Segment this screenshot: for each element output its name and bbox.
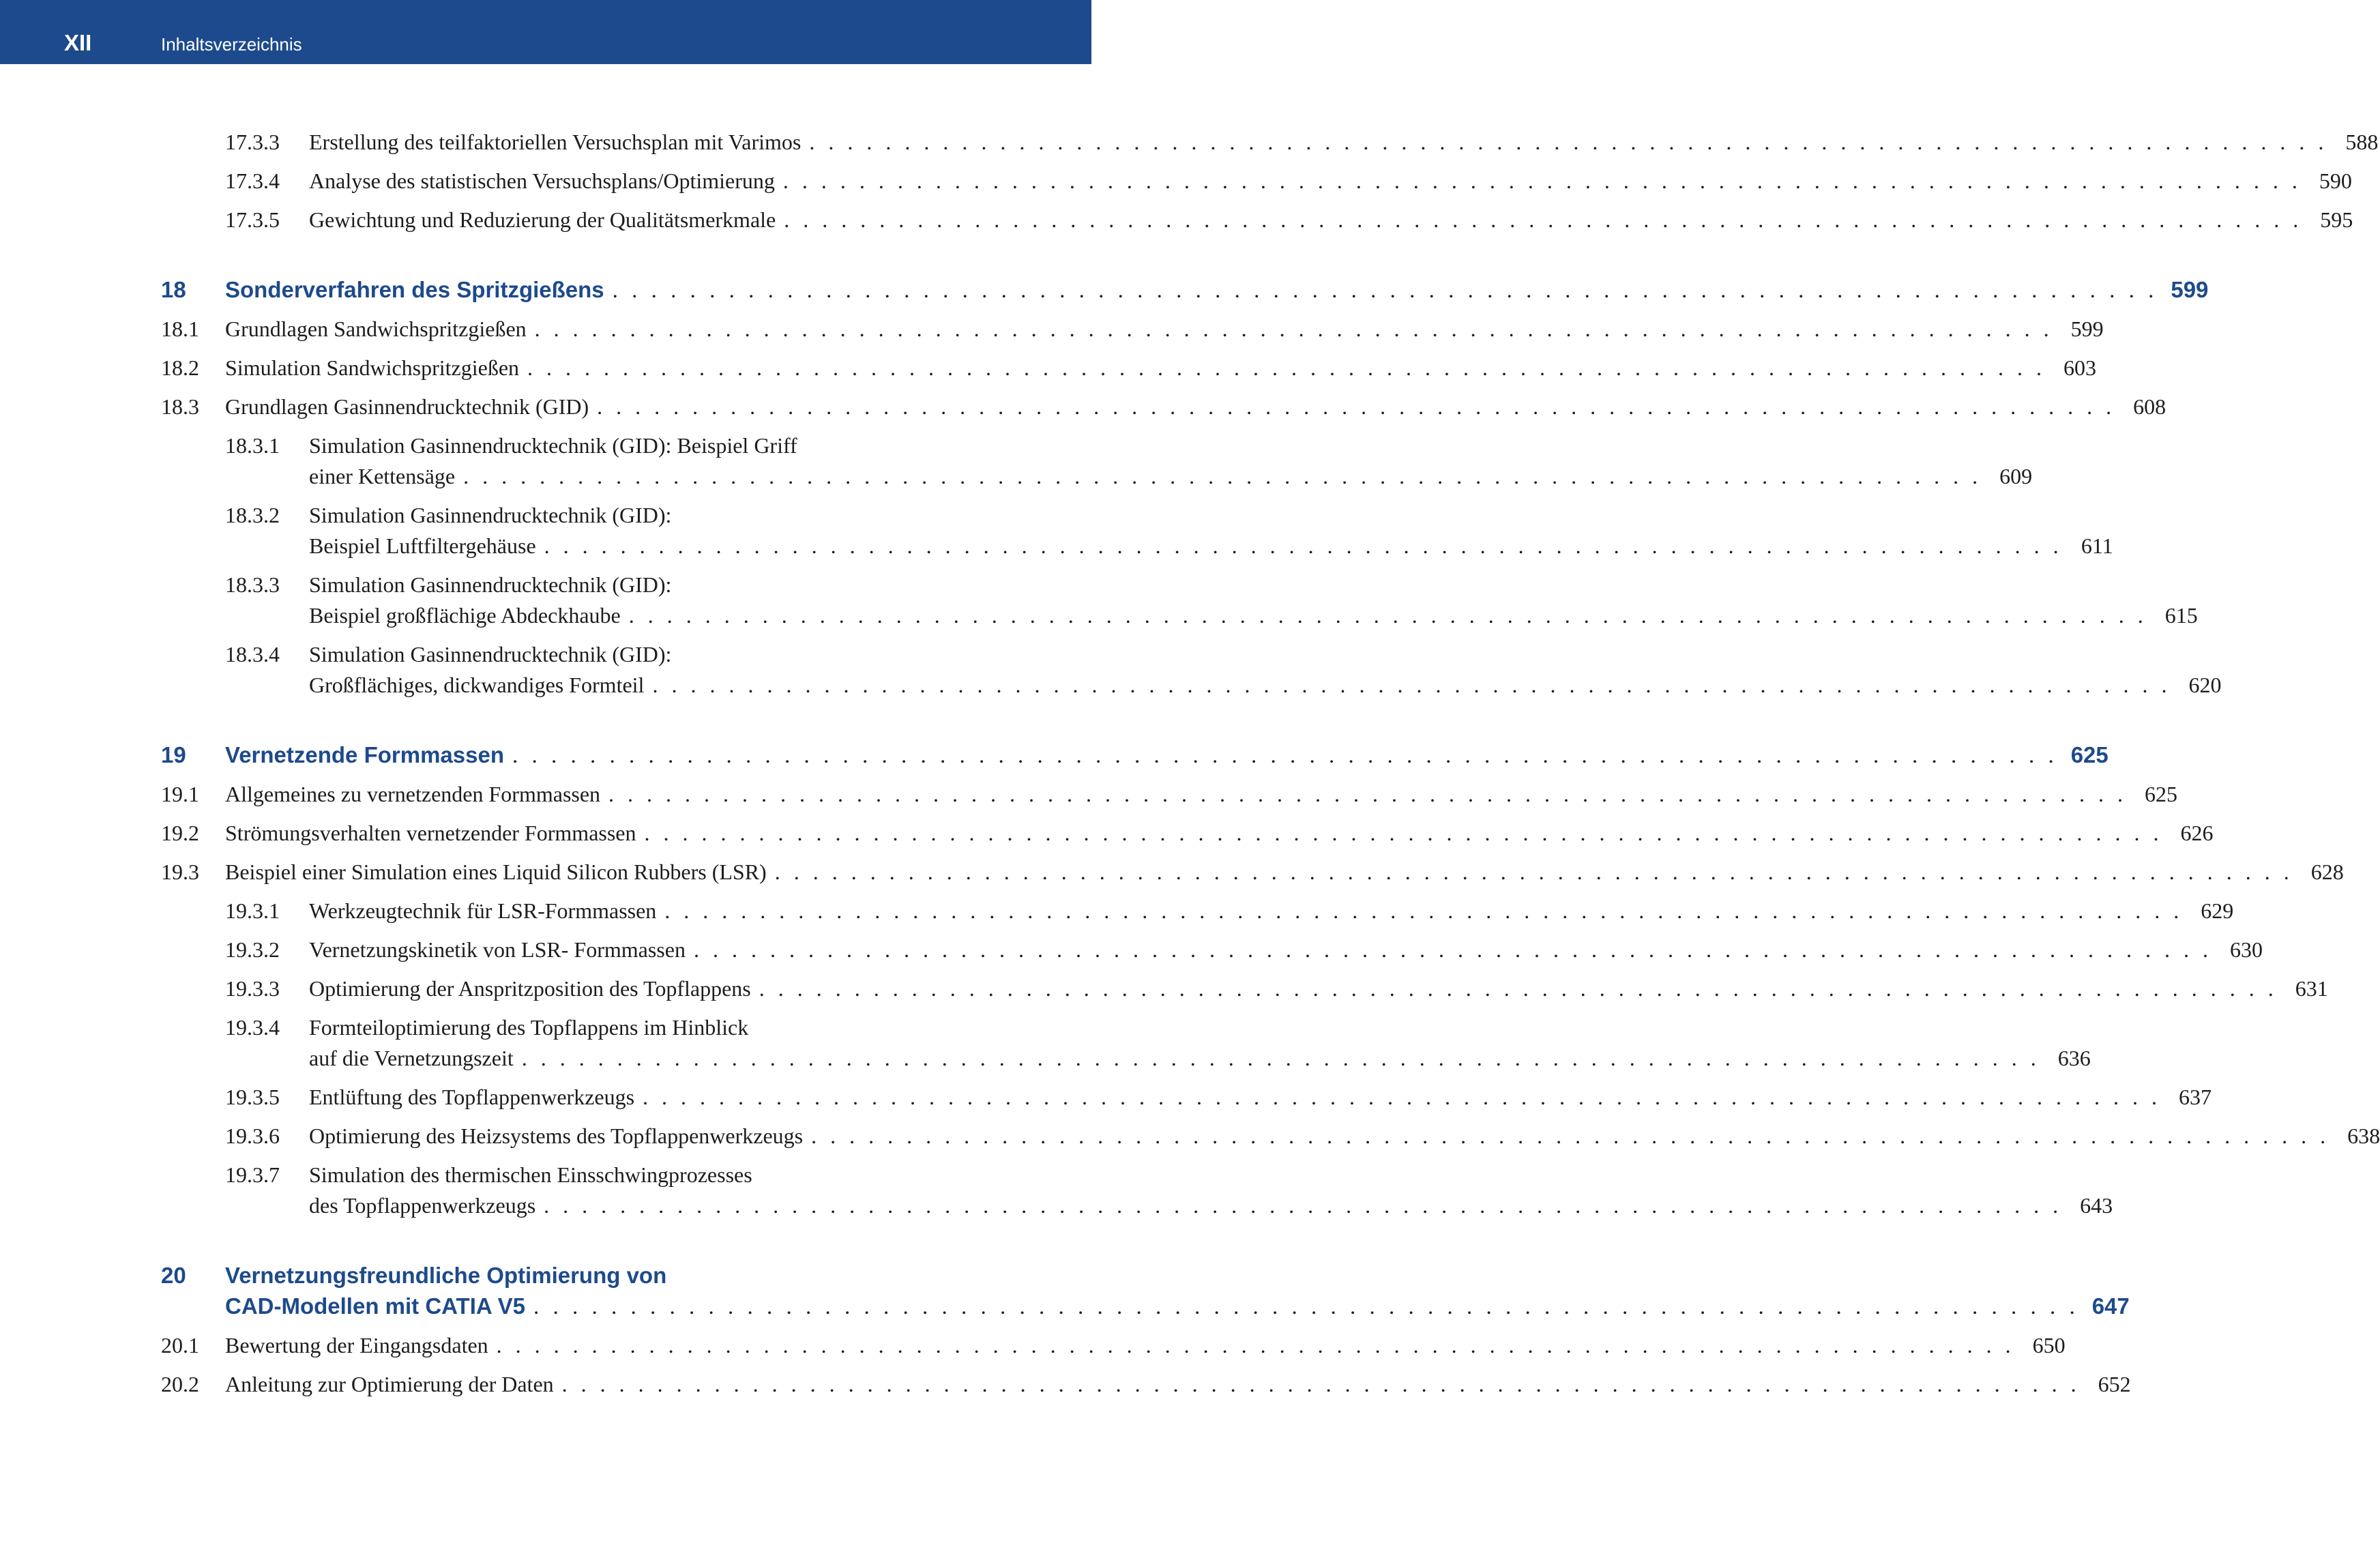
toc-entry-title-line: Bewertung der Eingangsdaten bbox=[225, 1333, 488, 1357]
leader-dots: . . . . . . . . . . . . . . . . . . . . . . . . . . . . . . . . . . . . . . . . . . . . . . . . . . . . . . . . . . . . . . . . . . . . . . . . . . . . . . . . bbox=[597, 394, 2116, 419]
toc-entry-title-line: Optimierung der Anspritzposition des Topflappens bbox=[309, 976, 751, 1001]
toc-entry-number: 19.3.7 bbox=[225, 1162, 280, 1187]
toc-entry-page: 590 bbox=[2319, 168, 2352, 193]
toc-entry-page: 620 bbox=[2188, 673, 2222, 697]
leader-dots: . . . . . . . . . . . . . . . . . . . . . . . . . . . . . . . . . . . . . . . . . . . . . . . . . . . . . . . . . . . . . . . . . . . . . . . . . . . . . . . . bbox=[533, 1295, 2079, 1319]
toc-entry-title-line: Großflächiges, dickwandiges Formteil bbox=[309, 673, 645, 697]
leader-dots: . . . . . . . . . . . . . . . . . . . . . . . . . . . . . . . . . . . . . . . . . . . . . . . . . . . . . . . . . . . . . . . . . . . . . . . . . . . . . . . . bbox=[759, 976, 2278, 1001]
toc-entry-title-line: Strömungsverhalten vernetzender Formmassen bbox=[225, 821, 636, 845]
toc-entry-page: 626 bbox=[2180, 821, 2214, 845]
leader-dots: . . . . . . . . . . . . . . . . . . . . . . . . . . . . . . . . . . . . . . . . . . . . . . . . . . . . . . . . . . . . . . . . . . . . . . . . . . . . . . . . bbox=[811, 1124, 2330, 1148]
toc-entry-page: 650 bbox=[2032, 1333, 2066, 1357]
toc-entry-number: 20.1 bbox=[161, 1333, 199, 1357]
toc-entry-page: 599 bbox=[2070, 317, 2104, 341]
toc-entry-number: 18.3 bbox=[161, 394, 199, 419]
toc-entry-page: 630 bbox=[2229, 937, 2263, 962]
toc-entry-title-line: Simulation Sandwichspritzgießen bbox=[225, 355, 520, 380]
toc-entry-page: 599 bbox=[2171, 277, 2209, 302]
toc-entry-number: 18.3.1 bbox=[225, 433, 280, 458]
toc-entry-page: 595 bbox=[2320, 207, 2353, 232]
toc-entry-number: 18.2 bbox=[161, 355, 199, 380]
toc-entry-number: 17.3.3 bbox=[225, 130, 280, 154]
toc-entry-number: 19.3.3 bbox=[225, 976, 280, 1001]
toc-entry-title-line: des Topflappenwerkzeugs bbox=[309, 1193, 536, 1218]
toc-entry-title-line: Anleitung zur Optimierung der Daten bbox=[225, 1372, 554, 1396]
toc-entry-number: 19.3.1 bbox=[225, 898, 280, 923]
leader-dots: . . . . . . . . . . . . . . . . . . . . . . . . . . . . . . . . . . . . . . . . . . . . . . . . . . . . . . . . . . . . . . . . . . . . . . . . . . . . . . . . bbox=[561, 1372, 2081, 1396]
toc-entry-page: 638 bbox=[2347, 1124, 2380, 1148]
leader-dots: . . . . . . . . . . . . . . . . . . . . . . . . . . . . . . . . . . . . . . . . . . . . . . . . . . . . . . . . . . . . . . . . . . . . . . . . . . . . . . . . bbox=[628, 603, 2147, 628]
toc-entry-number: 18 bbox=[161, 277, 186, 302]
leader-dots: . . . . . . . . . . . . . . . . . . . . . . . . . . . . . . . . . . . . . . . . . . . . . . . . . . . . . . . . . . . . . . . . . . . . . . . . . . . . . . . . bbox=[612, 278, 2158, 303]
leader-dots: . . . . . . . . . . . . . . . . . . . . . . . . . . . . . . . . . . . . . . . . . . . . . . . . . . . . . . . . . . . . . . . . . . . . . . . . . . . . . . . . bbox=[693, 937, 2212, 962]
toc-entry-page: 609 bbox=[1999, 464, 2033, 488]
leader-dots: . . . . . . . . . . . . . . . . . . . . . . . . . . . . . . . . . . . . . . . . . . . . . . . . . . . . . . . . . . . . . . . . . . . . . . . . . . . . . . . . bbox=[544, 1193, 2063, 1218]
toc-entry-page: 603 bbox=[2063, 355, 2097, 380]
toc-entry-number: 19.1 bbox=[161, 782, 199, 806]
toc-entry-title-line: Simulation Gasinnendrucktechnik (GID): bbox=[309, 642, 672, 666]
toc-entry-number: 19.3.5 bbox=[225, 1085, 280, 1109]
toc-entry-title-line: Erstellung des teilfaktoriellen Versuchsplan mit Varimos bbox=[309, 130, 802, 154]
leader-dots: . . . . . . . . . . . . . . . . . . . . . . . . . . . . . . . . . . . . . . . . . . . . . . . . . . . . . . . . . . . . . . . . . . . . . . . . . . . . . . . . bbox=[521, 1046, 2040, 1070]
toc-entry-title-line: Formteiloptimierung des Topflappens im Hinblick bbox=[309, 1015, 749, 1040]
toc-entry-number: 19.2 bbox=[161, 821, 199, 845]
toc-entry-title-line: Beispiel großflächige Abdeckhaube bbox=[309, 603, 621, 628]
toc-entry-number: 18.3.3 bbox=[225, 572, 280, 597]
toc-entry-page: 588 bbox=[2345, 130, 2379, 154]
leader-dots: . . . . . . . . . . . . . . . . . . . . . . . . . . . . . . . . . . . . . . . . . . . . . . . . . . . . . . . . . . . . . . . . . . . . . . . . . . . . . . . . bbox=[512, 744, 2058, 768]
leader-dots: . . . . . . . . . . . . . . . . . . . . . . . . . . . . . . . . . . . . . . . . . . . . . . . . . . . . . . . . . . . . . . . . . . . . . . . . . . . . . . . . bbox=[652, 673, 2171, 697]
toc-entry-page: 615 bbox=[2164, 603, 2198, 628]
leader-dots: . . . . . . . . . . . . . . . . . . . . . . . . . . . . . . . . . . . . . . . . . . . . . . . . . . . . . . . . . . . . . . . . . . . . . . . . . . . . . . . . bbox=[534, 317, 2053, 341]
toc-entry-title-line: Entlüftung des Topflappenwerkzeugs bbox=[309, 1085, 635, 1109]
toc-entry-page: 652 bbox=[2098, 1372, 2131, 1396]
leader-dots: . . . . . . . . . . . . . . . . . . . . . . . . . . . . . . . . . . . . . . . . . . . . . . . . . . . . . . . . . . . . . . . . . . . . . . . . . . . . . . . . bbox=[643, 1085, 2162, 1109]
toc-entry-page: 637 bbox=[2179, 1085, 2212, 1109]
toc-entry-page: 611 bbox=[2081, 533, 2113, 558]
toc-entry-title-line: auf die Vernetzungszeit bbox=[309, 1046, 514, 1070]
toc-entry-number: 17.3.4 bbox=[225, 168, 280, 193]
toc-entry-number: 19.3.6 bbox=[225, 1124, 280, 1148]
toc-entry-number: 19.3.4 bbox=[225, 1015, 280, 1040]
toc-entry-number: 18.3.4 bbox=[225, 642, 280, 666]
leader-dots: . . . . . . . . . . . . . . . . . . . . . . . . . . . . . . . . . . . . . . . . . . . . . . . . . . . . . . . . . . . . . . . . . . . . . . . . . . . . . . . . bbox=[809, 130, 2328, 154]
toc-entry-number: 18.3.2 bbox=[225, 503, 280, 527]
leader-dots: . . . . . . . . . . . . . . . . . . . . . . . . . . . . . . . . . . . . . . . . . . . . . . . . . . . . . . . . . . . . . . . . . . . . . . . . . . . . . . . . bbox=[784, 207, 2303, 232]
leader-dots: . . . . . . . . . . . . . . . . . . . . . . . . . . . . . . . . . . . . . . . . . . . . . . . . . . . . . . . . . . . . . . . . . . . . . . . . . . . . . . . . bbox=[774, 860, 2293, 884]
toc-entry-title-line: Simulation Gasinnendrucktechnik (GID): bbox=[309, 503, 672, 527]
toc-entry-title-line: Simulation Gasinnendrucktechnik (GID): Beispiel Griff bbox=[309, 433, 797, 458]
page-number: XII bbox=[64, 30, 92, 55]
toc-entry-number: 20 bbox=[161, 1263, 186, 1288]
toc-entry-title-line: Simulation Gasinnendrucktechnik (GID): bbox=[309, 572, 672, 597]
toc-entry-page: 628 bbox=[2310, 860, 2344, 884]
leader-dots: . . . . . . . . . . . . . . . . . . . . . . . . . . . . . . . . . . . . . . . . . . . . . . . . . . . . . . . . . . . . . . . . . . . . . . . . . . . . . . . . bbox=[527, 355, 2046, 380]
toc-entry-number: 19.3.2 bbox=[225, 937, 280, 962]
toc-entry-title-line: Beispiel Luftfiltergehäuse bbox=[309, 533, 536, 558]
leader-dots: . . . . . . . . . . . . . . . . . . . . . . . . . . . . . . . . . . . . . . . . . . . . . . . . . . . . . . . . . . . . . . . . . . . . . . . . . . . . . . . . bbox=[664, 898, 2184, 923]
toc-entry-title-line: Grundlagen Gasinnendrucktechnik (GID) bbox=[225, 394, 589, 419]
toc-entry-title-line: Optimierung des Heizsystems des Topflappenwerkzeugs bbox=[309, 1124, 804, 1148]
toc-entry-page: 636 bbox=[2057, 1046, 2091, 1070]
leader-dots: . . . . . . . . . . . . . . . . . . . . . . . . . . . . . . . . . . . . . . . . . . . . . . . . . . . . . . . . . . . . . . . . . . . . . . . . . . . . . . . . bbox=[644, 821, 2163, 845]
toc-entry-title-line: Gewichtung und Reduzierung der Qualitätsmerkmale bbox=[309, 207, 776, 232]
toc-entry-title-line: Werkzeugtechnik für LSR-Formmassen bbox=[309, 898, 657, 923]
toc-entry-number: 19 bbox=[161, 742, 186, 767]
toc-entry-number: 20.2 bbox=[161, 1372, 199, 1396]
leader-dots: . . . . . . . . . . . . . . . . . . . . . . . . . . . . . . . . . . . . . . . . . . . . . . . . . . . . . . . . . . . . . . . . . . . . . . . . . . . . . . . . bbox=[782, 168, 2302, 193]
toc-entry-number: 17.3.5 bbox=[225, 207, 280, 232]
toc-entry-page: 625 bbox=[2145, 782, 2178, 806]
toc-entry-title-line: Vernetzungsfreundliche Optimierung von bbox=[225, 1263, 667, 1288]
toc-entry-page: 647 bbox=[2091, 1293, 2130, 1319]
toc-entry-number: 19.3 bbox=[161, 860, 199, 884]
toc-entry-title-line: Beispiel einer Simulation eines Liquid Silicon Rubbers (LSR) bbox=[225, 860, 767, 884]
toc-entry-title-line: Allgemeines zu vernetzenden Formmassen bbox=[225, 782, 601, 806]
toc-entry-page: 608 bbox=[2133, 394, 2166, 419]
toc-entry-number: 18.1 bbox=[161, 317, 199, 341]
leader-dots: . . . . . . . . . . . . . . . . . . . . . . . . . . . . . . . . . . . . . . . . . . . . . . . . . . . . . . . . . . . . . . . . . . . . . . . . . . . . . . . . bbox=[544, 533, 2063, 558]
toc-entry-title-line: Vernetzende Formmassen bbox=[225, 742, 504, 767]
toc-entry-title-line: Sonderverfahren des Spritzgießens bbox=[225, 277, 604, 302]
leader-dots: . . . . . . . . . . . . . . . . . . . . . . . . . . . . . . . . . . . . . . . . . . . . . . . . . . . . . . . . . . . . . . . . . . . . . . . . . . . . . . . . bbox=[496, 1333, 2015, 1357]
leader-dots: . . . . . . . . . . . . . . . . . . . . . . . . . . . . . . . . . . . . . . . . . . . . . . . . . . . . . . . . . . . . . . . . . . . . . . . . . . . . . . . . bbox=[608, 782, 2128, 806]
toc-entry-title-line: einer Kettensäge bbox=[309, 464, 456, 488]
toc-entry-page: 625 bbox=[2070, 742, 2109, 767]
toc-entry-title-line: Analyse des statistischen Versuchsplans/Optimierung bbox=[309, 168, 775, 193]
toc-entry-title-line: CAD-Modellen mit CATIA V5 bbox=[225, 1293, 526, 1319]
leader-dots: . . . . . . . . . . . . . . . . . . . . . . . . . . . . . . . . . . . . . . . . . . . . . . . . . . . . . . . . . . . . . . . . . . . . . . . . . . . . . . . . bbox=[463, 464, 1982, 488]
header-title: Inhaltsverzeichnis bbox=[161, 34, 302, 55]
toc-entry-page: 631 bbox=[2295, 976, 2328, 1001]
toc-entry-title-line: Grundlagen Sandwichspritzgießen bbox=[225, 317, 527, 341]
toc-entry-title-line: Vernetzungskinetik von LSR- Formmassen bbox=[309, 937, 686, 962]
toc-entry-title-line: Simulation des thermischen Einsschwingprozesses bbox=[309, 1162, 752, 1187]
toc-entry-page: 629 bbox=[2201, 898, 2234, 923]
toc-entry-page: 643 bbox=[2080, 1193, 2113, 1218]
